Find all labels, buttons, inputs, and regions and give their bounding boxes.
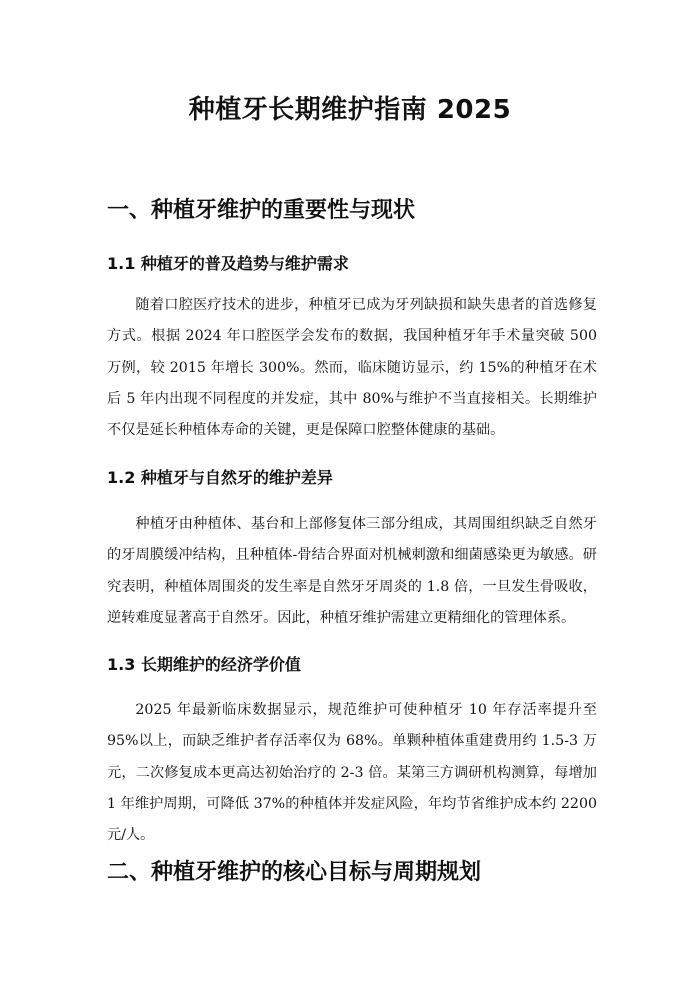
- body-paragraph: 2025 年最新临床数据显示，规范维护可使种植牙 10 年存活率提升至 95%以上，而缺乏维护者存活率仅为 68%。单颗种植体重建费用约 1.5-3 万元，二次修复成本更高达初始治疗的 2-3 倍。某第三方调研机构测算，每增加 1 年维护周期，可降低 37%的种植体并发症风险，年均节省维护成本约 2200 元/人。: [107, 702, 597, 844]
- document-title: 种植牙长期维护指南 2025: [188, 95, 512, 125]
- section-heading: 一、种植牙维护的重要性与现状: [107, 198, 416, 223]
- subsection-heading: 1.2 种植牙与自然牙的维护差异: [107, 468, 333, 487]
- subsection-heading: 1.3 长期维护的经济学价值: [107, 655, 301, 674]
- section-heading: 二、种植牙维护的核心目标与周期规划: [107, 860, 482, 885]
- body-paragraph: 种植牙由种植体、基台和上部修复体三部分组成，其周围组织缺乏自然牙的牙周膜缓冲结构，且种植体-骨结合界面对机械刺激和细菌感染更为敏感。研究表明，种植体周围炎的发生率是自然牙牙周炎的 1.8 倍，一旦发生骨吸收，逆转难度显著高于自然牙。因此，种植牙维护需建立更精细化的管理体系。: [107, 516, 597, 626]
- body-paragraph: 随着口腔医疗技术的进步，种植牙已成为牙列缺损和缺失患者的首选修复方式。根据 2024 年口腔医学会发布的数据，我国种植牙年手术量突破 500 万例，较 2015 年增长 300%。然而，临床随访显示，约 15%的种植牙在术后 5 年内出现不同程度的并发症，其中 80%与维护不当直接相关。长期维护不仅是延长种植体寿命的关键，更是保障口腔整体健康的基础。: [107, 297, 597, 439]
- subsection-heading: 1.1 种植牙的普及趋势与维护需求: [107, 254, 349, 273]
